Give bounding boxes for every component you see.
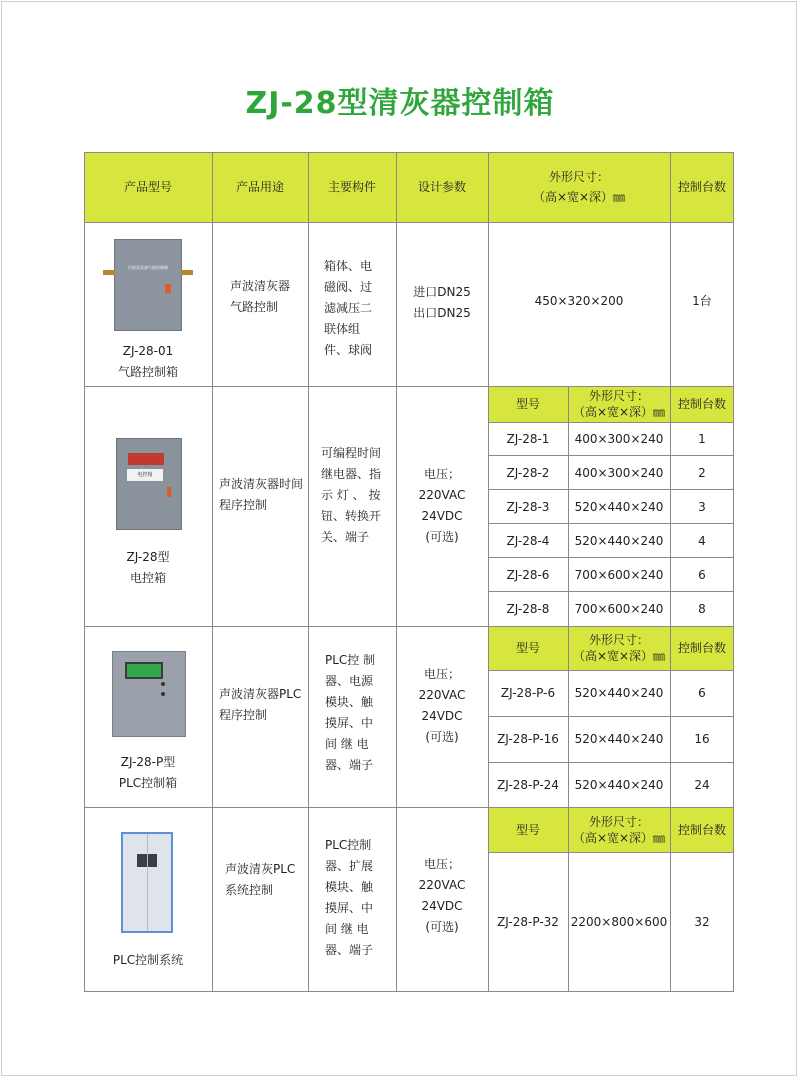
row1-components-line: 箱体、电	[324, 259, 373, 273]
row4-params	[396, 854, 488, 938]
row3-params-line: 220VAC	[418, 688, 466, 702]
header-count: 控制台数	[677, 180, 726, 194]
sub-header-size-4-line2: （高×宽×深）㎜	[572, 830, 666, 845]
row1-components-line: 件、球阀	[324, 343, 373, 357]
sub-header-size-4-line1: 外形尺寸：	[588, 814, 649, 829]
row1-components-line: 联体组	[324, 322, 361, 336]
sub-header-size-2	[568, 386, 670, 422]
row2-item-model: ZJ-28-8	[506, 602, 550, 616]
sub-header-count-4: 控制台数	[677, 822, 726, 837]
row2-params-line: 电压；	[423, 467, 460, 481]
inlet-pipe	[103, 270, 115, 275]
row2-components-line: 关、端子	[321, 530, 370, 544]
row2-name-line1: ZJ-28型	[126, 550, 170, 564]
outlet-pipe	[181, 270, 193, 275]
sub-header-size-2-line1: 外形尺寸：	[588, 389, 649, 403]
row4-item-count: 32	[694, 914, 710, 929]
row2-item-model: ZJ-28-1	[506, 432, 550, 446]
row1-count: 1台	[692, 294, 712, 308]
row2-item-size: 520×440×240	[574, 500, 664, 514]
sub-header-size-3	[568, 626, 670, 670]
row4-item-size: 2200×800×600	[570, 914, 668, 929]
sub-header-count-3: 控制台数	[677, 641, 726, 655]
sub-header-size-3-line1: 外形尺寸：	[588, 633, 649, 647]
row4-components	[325, 835, 393, 961]
header-size-line1: 外形尺寸：	[548, 170, 609, 184]
row3-item-size: 520×440×240	[574, 777, 664, 792]
row2-item-model: ZJ-28-4	[506, 534, 550, 548]
row4-components-line: 器、扩展	[325, 859, 374, 873]
row3-components-line: 模块、触	[325, 695, 374, 709]
sub-header-model-2: 型号	[515, 397, 540, 411]
touch-screen	[125, 662, 163, 679]
sub-header-size-3-line2: （高×宽×深）㎜	[572, 649, 666, 663]
row4-components-line: 器、端子	[325, 943, 374, 957]
cabinet-label: 声波清灰器气路控制箱	[128, 265, 168, 270]
row2-usage	[219, 474, 307, 516]
row2-components-line: 示 灯 、 按	[321, 488, 381, 502]
row2-components-line: 钮、转换开	[321, 509, 382, 523]
header-usage: 产品用途	[235, 180, 284, 194]
row2-name	[84, 547, 212, 589]
plc-control-box-image	[112, 651, 186, 737]
sub-header-size-4	[568, 807, 670, 852]
row3-item-model: ZJ-28-P-24	[497, 777, 559, 792]
row2-usage-line1: 声波清灰器时间	[219, 477, 304, 491]
row4-params-line: 24VDC	[421, 899, 463, 913]
row3-components-line: 器、电源	[325, 674, 374, 688]
row3-usage-line1: 声波清灰器PLC	[219, 687, 302, 701]
row2-params-line: 220VAC	[418, 488, 466, 502]
row2-components	[321, 443, 393, 548]
row2-item-model: ZJ-28-6	[506, 568, 550, 582]
row4-params-line: (可选)	[425, 920, 459, 934]
row2-item-count: 3	[698, 500, 706, 514]
header-size-line2: （高×宽×深）㎜	[532, 190, 626, 204]
row1-usage-line1: 声波清灰器	[230, 279, 291, 293]
valve-handle	[165, 284, 171, 293]
row2-item-size: 400×300×240	[574, 432, 664, 446]
row3-item-count: 16	[694, 732, 710, 746]
row3-params-line: (可选)	[425, 730, 459, 744]
box-label: 电控箱	[127, 469, 163, 481]
row1-name	[84, 341, 212, 383]
header-components: 主要构件	[327, 180, 376, 194]
row3-params	[396, 664, 488, 748]
row1-components-line: 滤减压二	[324, 301, 373, 315]
page-title: ZJ-28型清灰器控制箱	[245, 86, 555, 121]
button-indicator	[161, 682, 165, 686]
header-params: 设计参数	[417, 180, 466, 194]
row2-name-line2: 电控箱	[129, 571, 166, 585]
row1-components	[324, 256, 394, 361]
row4-components-line: 模块、触	[325, 880, 374, 894]
row3-name-line1: ZJ-28-P型	[120, 755, 176, 769]
row1-size: 450×320×200	[534, 294, 624, 308]
row3-item-count: 24	[694, 777, 710, 792]
row4-item-model: ZJ-28-P-32	[497, 914, 559, 929]
header-model: 产品型号	[123, 180, 172, 194]
row3-components-line: PLC控 制	[325, 653, 376, 667]
row4-params-line: 220VAC	[418, 878, 466, 892]
row4-name: PLC控制系统	[112, 953, 184, 967]
row2-components-line: 可编程时间	[321, 446, 382, 460]
row3-item-count: 6	[698, 686, 706, 700]
row2-item-count: 6	[698, 568, 706, 582]
plc-system-cabinet-image	[121, 832, 173, 933]
row1-params	[396, 282, 488, 324]
row4-usage	[225, 859, 307, 901]
row4-components-line: 摸屏、中	[325, 901, 374, 915]
row4-usage-line1: 声波清灰PLC	[225, 862, 296, 876]
row2-params	[396, 464, 488, 548]
row4-params-line: 电压；	[423, 857, 460, 871]
row3-params-line: 24VDC	[421, 709, 463, 723]
row3-item-model: ZJ-28-P-16	[497, 732, 559, 746]
row3-components-line: 间 继 电	[325, 737, 369, 751]
row3-name	[84, 752, 212, 794]
row1-params-line1: 进口DN25	[413, 285, 471, 299]
row1-usage	[230, 276, 306, 318]
row2-item-count: 4	[698, 534, 706, 548]
row2-item-model: ZJ-28-2	[506, 466, 550, 480]
sub-header-model-4: 型号	[515, 822, 540, 837]
electric-control-box-image	[116, 438, 182, 530]
row2-item-model: ZJ-28-3	[506, 500, 550, 514]
row4-components-line: PLC控制	[325, 838, 372, 852]
row1-usage-line2: 气路控制	[230, 300, 279, 314]
row4-components-line: 间 继 电	[325, 922, 369, 936]
row3-name-line2: PLC控制箱	[118, 776, 178, 790]
row2-item-count: 8	[698, 602, 706, 616]
row4-usage-line2: 系统控制	[225, 883, 274, 897]
row3-components-line: 器、端子	[325, 758, 374, 772]
row3-usage-line2: 程序控制	[219, 708, 268, 722]
row3-item-size: 520×440×240	[574, 686, 664, 700]
row1-params-line2: 出口DN25	[413, 306, 471, 320]
button-indicator	[161, 692, 165, 696]
row1-name-line1: ZJ-28-01	[122, 344, 174, 358]
row1-components-line: 磁阀、过	[324, 280, 373, 294]
row3-item-size: 520×440×240	[574, 732, 664, 746]
row3-usage	[219, 684, 307, 726]
header-size	[488, 152, 670, 222]
row2-item-size: 520×440×240	[574, 534, 664, 548]
row3-params-line: 电压；	[423, 667, 460, 681]
gas-control-cabinet-image	[114, 239, 182, 331]
sub-header-count-2: 控制台数	[677, 397, 726, 411]
sub-header-model-3: 型号	[515, 641, 540, 655]
row2-components-line: 继电器、指	[321, 467, 382, 481]
display-panel	[128, 453, 164, 465]
row2-item-size: 400×300×240	[574, 466, 664, 480]
row2-item-size: 700×600×240	[574, 568, 664, 582]
row2-item-count: 2	[698, 466, 706, 480]
row3-components	[325, 650, 393, 776]
row2-item-size: 700×600×240	[574, 602, 664, 616]
row3-components-line: 摸屏、中	[325, 716, 374, 730]
sub-header-size-2-line2: （高×宽×深）㎜	[572, 405, 666, 419]
row2-usage-line2: 程序控制	[219, 498, 268, 512]
row3-item-model: ZJ-28-P-6	[500, 686, 556, 700]
row2-params-line: 24VDC	[421, 509, 463, 523]
indicator-light	[167, 487, 171, 497]
row1-name-line2: 气路控制箱	[117, 365, 178, 379]
row2-item-count: 1	[698, 432, 706, 446]
row2-params-line: (可选)	[425, 530, 459, 544]
cabinet-door-seam	[147, 834, 148, 931]
